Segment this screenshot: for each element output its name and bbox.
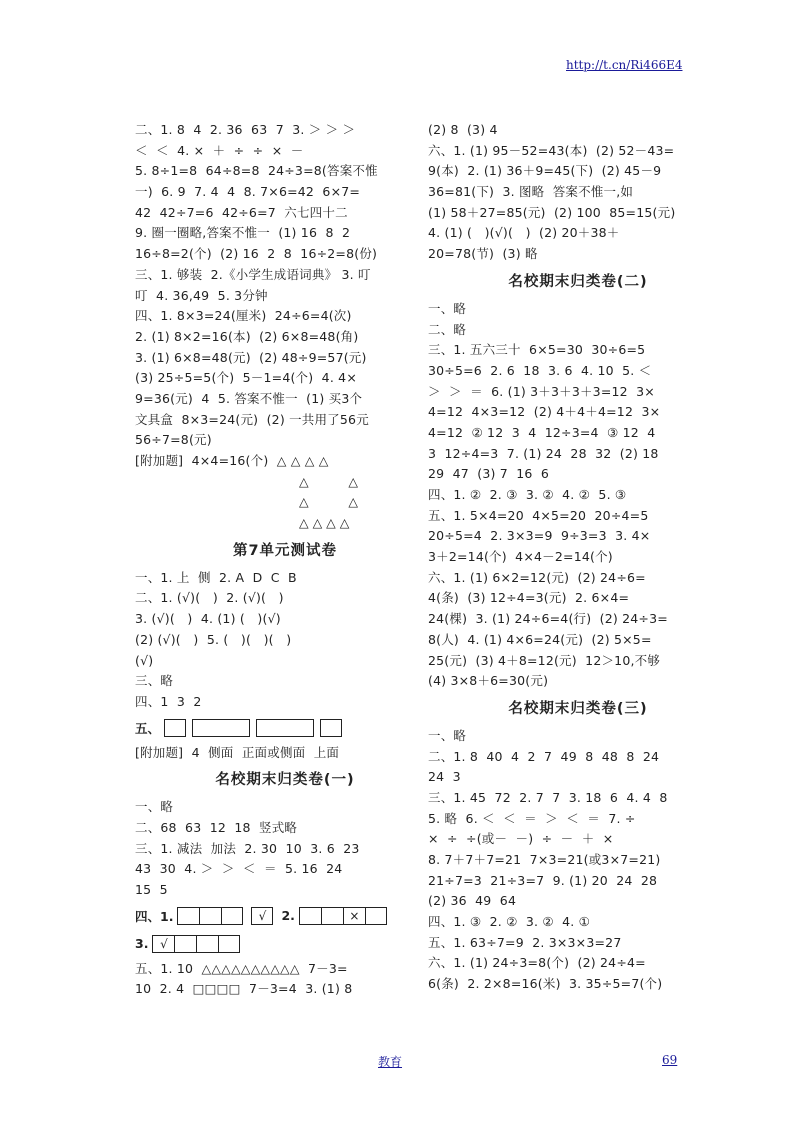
answer-line: 四、1 3 2 xyxy=(135,693,202,709)
checkbox-grid-row xyxy=(135,903,435,929)
checkbox-grid-row xyxy=(135,931,435,957)
question-label: 四、1. xyxy=(135,908,174,924)
cell-group xyxy=(299,907,387,925)
answer-line: 一、1. 上 侧 2. A D C B xyxy=(135,569,297,585)
answer-line: 文具盒 8×3=24(元) (2) 一共用了56元 xyxy=(135,411,369,427)
answer-line: 六、1. (1) 95－52=43(本) (2) 52－43= xyxy=(428,142,675,158)
answer-line: 一) 6. 9 7. 4 4 8. 7×6=42 6×7= xyxy=(135,184,361,200)
triangle-figure xyxy=(299,472,435,534)
unit6-answers xyxy=(135,120,435,534)
answer-line: 36=81(下) 3. 图略 答案不惟一,如 xyxy=(428,184,634,200)
view-box xyxy=(320,719,342,737)
answer-line: 5. 8÷1=8 64÷8=8 24÷3=8(答案不惟 xyxy=(135,163,378,179)
answer-line: 叮 4. 36,49 5. 3分钟 xyxy=(135,287,268,303)
answer-line: 56÷7=8(元) xyxy=(135,432,212,448)
answer-line: 二、略 xyxy=(428,321,467,337)
mx1-answers-cont xyxy=(428,120,728,265)
answer-line: 25(元) (3) 4＋8=12(元) 12＞10,不够 xyxy=(428,652,661,668)
answer-line: 六、1. (1) 6×2=12(元) (2) 24÷6= xyxy=(428,569,646,585)
answer-line: 8. 7＋7＋7=21 7×3=21(或3×7=21) xyxy=(428,852,661,867)
answer-line: 42 42÷7=6 42÷6=7 六七四十二 xyxy=(135,204,348,220)
answer-line: (4) 3×8＋6=30(元) xyxy=(428,673,549,689)
bonus-question-line: [附加题] 4 侧面 正面或侧面 上面 xyxy=(135,744,340,760)
grid-cell xyxy=(177,907,199,925)
view-box xyxy=(164,719,186,737)
grid-cell xyxy=(321,907,343,925)
answer-line: 10 2. 4 □□□□ 7－3=4 3. (1) 8 xyxy=(135,981,353,997)
right-column xyxy=(428,120,728,995)
view-box xyxy=(192,719,250,737)
page-number[interactable]: 69 xyxy=(662,1053,678,1067)
answer-line: 3 12÷4=3 7. (1) 24 28 32 (2) 18 xyxy=(428,445,659,461)
cell-group xyxy=(177,907,243,925)
grid-cell: √ xyxy=(152,935,174,953)
question-label: 3. xyxy=(135,936,149,952)
answer-line: 30÷5=6 2. 6 18 3. 6 4. 10 5. ＜ xyxy=(428,362,652,378)
answer-line: 五、1. 10 △△△△△△△△△△ 7－3= xyxy=(135,960,348,976)
question-label: 五、 xyxy=(135,720,161,736)
cell-group xyxy=(152,935,240,953)
answer-line: 20÷5=4 2. 3×3=9 9÷3=3 3. 4× xyxy=(428,528,651,544)
answer-line: 一、略 xyxy=(428,300,467,316)
section-title-mx1: 名校期末归类卷(一) xyxy=(215,772,355,789)
answer-line: 四、1. ③ 2. ② 3. ② 4. ① xyxy=(428,914,591,930)
cell-group xyxy=(251,907,273,925)
answer-line: 29 47 (3) 7 16 6 xyxy=(428,466,550,482)
answer-line: 4(条) (3) 12÷4=3(元) 2. 6×4= xyxy=(428,590,630,606)
left-column xyxy=(135,120,435,1000)
answer-line: 三、略 xyxy=(135,673,174,689)
answer-line: 三、1. 够装 2.《小学生成语词典》 3. 叮 xyxy=(135,266,371,282)
mx3-answers xyxy=(428,726,728,995)
grid-cell: × xyxy=(343,907,365,925)
answer-line: (2) 36 49 64 xyxy=(428,893,517,909)
answer-line: 3. (√)( ) 4. (1) ( )(√) xyxy=(135,611,281,627)
grid-cell xyxy=(365,907,387,925)
answer-line: 二、1. 8 40 4 2 7 49 8 48 8 24 xyxy=(428,748,660,764)
mx1-answers xyxy=(135,797,435,1000)
grid-cell xyxy=(174,935,196,953)
answer-line: 四、1. ② 2. ③ 3. ② 4. ② 5. ③ xyxy=(428,487,627,502)
answer-line: (1) 58＋27=85(元) (2) 100 85=15(元) xyxy=(428,204,676,220)
answer-line: (2) (√)( ) 5. ( )( )( ) xyxy=(135,631,292,647)
answer-line: ＜ ＜ 4. × ＋ ÷ ÷ × － xyxy=(135,142,304,158)
triangle-row: △ △ xyxy=(299,473,358,489)
answer-line: 五、1. 5×4=20 4×5=20 20÷4=5 xyxy=(428,507,649,523)
unit7-answers xyxy=(135,568,435,764)
answer-line: 2. (1) 8×2=16(本) (2) 6×8=48(角) xyxy=(135,328,359,344)
grid-cell xyxy=(196,935,218,953)
section-title-unit7: 第7单元测试卷 xyxy=(232,542,338,559)
question-label: 2. xyxy=(281,908,295,924)
answer-line: 3＋2=14(个) 4×4－2=14(个) xyxy=(428,549,613,565)
answer-line: 9(本) 2. (1) 36＋9=45(下) (2) 45－9 xyxy=(428,163,662,179)
mx2-answers xyxy=(428,299,728,692)
answer-line: 六、1. (1) 24÷3=8(个) (2) 24÷4= xyxy=(428,955,646,971)
view-box xyxy=(256,719,314,737)
grid-cell xyxy=(221,907,243,925)
grid-cell xyxy=(218,935,240,953)
answer-line: (√) xyxy=(135,652,154,668)
answer-line: 二、1. (√)( ) 2. (√)( ) xyxy=(135,590,284,606)
view-boxes-row xyxy=(135,715,435,741)
answer-line: ＞ ＞ ＝ 6. (1) 3＋3＋3＋3=12 3× xyxy=(428,383,655,399)
answer-line: 一、略 xyxy=(428,727,467,743)
answer-line: 二、68 63 12 18 竖式略 xyxy=(135,819,298,835)
triangle-row: △ △ △ △ xyxy=(299,515,350,531)
answer-line: 24(棵) 3. (1) 24÷6=4(行) (2) 24÷3= xyxy=(428,611,668,627)
answer-line: 5. 略 6. ＜ ＜ ＝ ＞ ＜ ＝ 7. ÷ xyxy=(428,810,636,826)
answer-line: 9=36(元) 4 5. 答案不惟一 (1) 买3个 xyxy=(135,390,363,406)
section-title-mx3: 名校期末归类卷(三) xyxy=(508,700,648,717)
answer-line: 4=12 ② 12 3 4 12÷3=4 ③ 12 4 xyxy=(428,424,656,440)
answer-line: × ÷ ÷(或－ －) ÷ － ＋ × xyxy=(428,831,614,847)
answer-line: 24 3 xyxy=(428,769,461,785)
grid-cell: √ xyxy=(251,907,273,925)
answer-line: 三、1. 五六三十 6×5=30 30÷6=5 xyxy=(428,342,646,358)
answer-line: 4. (1) ( )(√)( ) (2) 20＋38＋ xyxy=(428,225,620,241)
triangle-row: △ △ xyxy=(299,494,358,510)
section-title-mx2: 名校期末归类卷(二) xyxy=(508,273,648,290)
answer-line: 二、1. 8 4 2. 36 63 7 3. ＞ ＞ ＞ xyxy=(135,122,356,137)
answer-line: (2) 8 (3) 4 xyxy=(428,122,498,137)
answer-line: 43 30 4. ＞ ＞ ＜ ＝ 5. 16 24 xyxy=(135,861,343,877)
header-url-link[interactable]: http://t.cn/Ri466E4 xyxy=(566,58,683,72)
answer-line: 6(条) 2. 2×8=16(米) 3. 35÷5=7(个) xyxy=(428,976,663,992)
answer-line: 三、1. 减法 加法 2. 30 10 3. 6 23 xyxy=(135,840,360,856)
answer-line: 4=12 4×3=12 (2) 4＋4＋4=12 3× xyxy=(428,404,661,420)
answer-line: 20=78(节) (3) 略 xyxy=(428,246,538,262)
answer-line: 8(人) 4. (1) 4×6=24(元) (2) 5×5= xyxy=(428,631,652,647)
answer-line: (3) 25÷5=5(个) 5－1=4(个) 4. 4× xyxy=(135,370,357,386)
answer-line: 15 5 xyxy=(135,882,168,897)
answer-line: 9. 圈一圈略,答案不惟一 (1) 16 8 2 xyxy=(135,225,351,241)
grid-cell xyxy=(299,907,321,925)
answer-line: 21÷7=3 21÷3=7 9. (1) 20 24 28 xyxy=(428,872,658,888)
answer-line: 三、1. 45 72 2. 7 7 3. 18 6 4. 4 8 xyxy=(428,789,668,805)
grid-cell xyxy=(199,907,221,925)
bonus-question-line: [附加题] 4×4=16(个) △ △ △ △ xyxy=(135,453,329,468)
footer-link[interactable]: 教育 xyxy=(378,1055,403,1069)
answer-line: 16÷8=2(个) (2) 16 2 8 16÷2=8(份) xyxy=(135,246,378,262)
answer-line: 四、1. 8×3=24(厘米) 24÷6=4(次) xyxy=(135,308,352,324)
answer-line: 五、1. 63÷7=9 2. 3×3×3=27 xyxy=(428,934,622,950)
answer-line: 一、略 xyxy=(135,799,174,815)
answer-line: 3. (1) 6×8=48(元) (2) 48÷9=57(元) xyxy=(135,349,367,365)
